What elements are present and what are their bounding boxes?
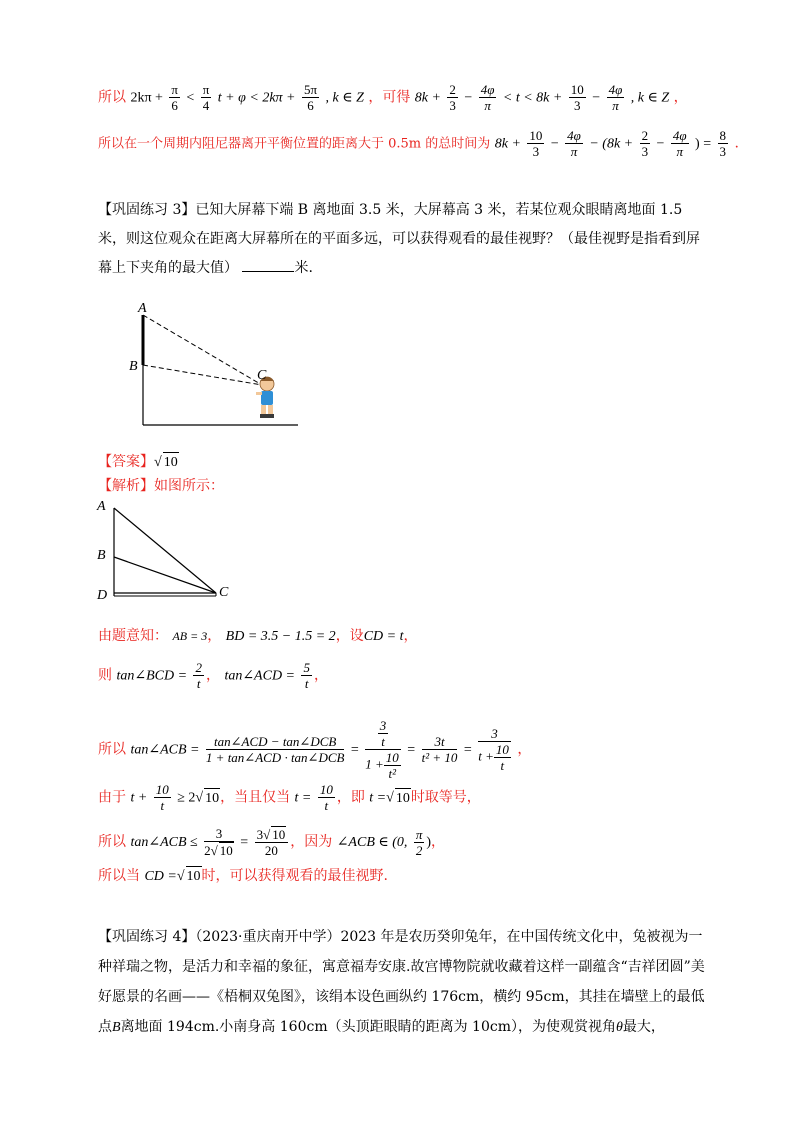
text: 由于: [98, 789, 126, 806]
text: 所以: [98, 741, 126, 758]
sqrt-value: 10: [186, 866, 202, 887]
analysis-header: [98, 476, 224, 496]
math: 2kπ +: [130, 90, 163, 106]
fraction: $\frac{3√ 10}{20}$: [255, 826, 289, 858]
solution-line-2: [98, 128, 739, 159]
text: 所以在一个周期内阻尼器离开平衡位置的距离大于 0.5m 的总时间为: [98, 136, 491, 152]
text: ，: [431, 834, 446, 850]
math: t =: [294, 790, 312, 806]
step-2: [98, 660, 328, 691]
solution-line-1: [98, 82, 688, 113]
answer-tag: 【答案】: [98, 454, 154, 470]
math: θ: [615, 1020, 623, 1035]
fraction: $\frac{2}{t}$: [195, 660, 202, 691]
math: tan∠ACD =: [224, 668, 296, 684]
math: t +: [130, 790, 148, 806]
label-a: A: [138, 301, 147, 316]
fraction: $\frac{2}{3}$: [641, 128, 649, 159]
math: =: [463, 742, 472, 758]
label-b: B: [129, 359, 138, 374]
text: ，即: [336, 789, 365, 806]
math: CD = t: [363, 629, 404, 644]
text: ，因为: [290, 834, 333, 850]
text: 时，可以获得观看的最佳视野.: [201, 868, 388, 884]
math: ): [426, 835, 432, 850]
math: tan∠ACB =: [130, 742, 200, 758]
fraction: $\frac{4\varphi}{\pi}$: [672, 128, 687, 159]
exercise-tag: 【巩固练习 3】: [98, 202, 196, 218]
text: ，: [205, 667, 220, 684]
text: ，设: [335, 628, 364, 644]
step-3: [98, 718, 531, 781]
exercise-text: 最大，: [622, 1019, 665, 1035]
fraction: $\frac{10}{t}$: [319, 782, 333, 813]
fraction: $\frac{4\varphi}{\pi}$: [480, 82, 495, 113]
text: 时取等号，: [410, 789, 481, 806]
answer-line: [98, 452, 179, 473]
math: − (8k +: [589, 136, 634, 152]
step-1: [98, 626, 417, 647]
text: ，: [207, 628, 222, 644]
text: ，: [517, 741, 532, 758]
fraction: $\frac{10}{t}$: [155, 782, 169, 813]
step-5: [98, 826, 445, 858]
math: −: [592, 90, 601, 106]
math: =: [350, 742, 359, 758]
math: −: [550, 136, 559, 152]
text: 所以当: [98, 868, 140, 884]
fraction: $\frac{2}{3}$: [449, 82, 456, 113]
math: tan∠ACB ≤: [130, 835, 198, 850]
exercise-text: 已知大屏幕下端 B 离地面 3.5 米，大屏幕高 3 米，若某位观众眼睛离地面 1.5 米，则这位观众在距离大屏幕所在的平面多远，可以获得观看的最佳视野？（最佳视野是指看到屏幕上下夹角的最大值）: [98, 202, 700, 276]
unit: 米.: [294, 260, 313, 276]
math: ≥ 2: [177, 790, 196, 806]
math: 8k +: [494, 136, 521, 152]
fraction: $\frac{10}{3}$: [529, 128, 543, 159]
answer-value: 10: [163, 452, 179, 473]
math: ∠ACB ∈ (0,: [336, 835, 408, 850]
fraction: $\frac{4\varphi}{\pi}$: [567, 128, 581, 159]
math: , k ∈ Z: [325, 90, 364, 106]
compound-fraction: $\frac{3}{t}$ 1 + $\frac{10}{\text{t²}}$: [365, 718, 399, 781]
sqrt-symbol: √: [154, 455, 162, 470]
math: AB = 3: [172, 629, 208, 643]
label-c: C: [257, 368, 267, 383]
sqrt-value: 10: [395, 788, 411, 809]
text: 所以: [98, 89, 126, 106]
text: 由题意知：: [98, 628, 168, 644]
analysis-intro: 如图所示：: [154, 478, 224, 494]
math: =: [240, 835, 249, 850]
exercise-text: （2023·重庆南开中学）2023 年是农历癸卯兔年，在中国传统文化中，兔被视为一种祥瑞之物，是活力和幸福的象征，寓意福寿安康.故宫博物院就收藏着这样一副蕴含“吉祥团圆”美好愿景的名画——《梧桐双兔图》，该绢本设色画纵约 176cm，横约 95cm，其挂在墙壁上的最低点: [98, 929, 705, 1035]
fraction: $\frac{3}{2√ 10}$: [204, 826, 233, 858]
fraction: $\frac{5}{t}$: [303, 660, 310, 691]
math: BD = 3.5 − 1.5 = 2: [225, 629, 336, 644]
boy-icon: [256, 377, 274, 418]
math: < t < 8k +: [502, 90, 563, 106]
fraction: $\frac{10}{3}$: [570, 82, 584, 113]
exercise-tag: 【巩固练习 4】: [98, 929, 196, 945]
text: ，: [403, 628, 418, 644]
step-4: 由于 t + $\frac{10}{t}$ ≥ 2√ 10，当且仅当 t = $\frac{10}{t}$ ，即 t =√ 10时取等号，: [98, 782, 481, 813]
figure-screen-viewer: [120, 295, 310, 435]
sqrt-value: 10: [204, 788, 220, 809]
fraction: $\frac{8}{3}$: [719, 128, 727, 159]
fraction: $\frac{\pi}{4}$: [202, 82, 210, 113]
math: CD =: [144, 869, 177, 884]
text: ，: [673, 89, 688, 106]
compound-fraction: 3 t + $\frac{10}{t}$: [478, 726, 509, 773]
math: B: [112, 1020, 121, 1035]
text: ，可得: [368, 89, 411, 106]
sight-line-b: [143, 365, 262, 385]
exercise-4: [98, 922, 708, 1043]
math: −: [464, 90, 473, 106]
line-bc: [114, 557, 216, 593]
fraction: $\frac{\pi}{6}$: [171, 82, 178, 113]
label-a: A: [97, 499, 106, 514]
math: −: [656, 136, 665, 152]
text: .: [734, 135, 739, 152]
exercise-text: 离地面 194cm.小南身高 160cm（头顶距眼睛的距离为 10cm），为使观赏视角: [120, 1019, 616, 1035]
fraction: $\frac{\text{tan∠ACD − tan∠DCB}}{\text{1 + tan∠ACD · tan∠DCB}}$: [205, 734, 345, 765]
math: , k ∈ Z: [630, 90, 670, 106]
text: 则: [98, 667, 112, 684]
label-d: D: [97, 588, 108, 603]
line-ac: [114, 508, 216, 593]
math: t =: [369, 790, 387, 806]
fraction: $\frac{\pi}{2}$: [415, 826, 423, 858]
math: ) =: [695, 136, 712, 152]
exercise-3: [98, 196, 708, 283]
math: =: [407, 742, 416, 758]
text: ，: [313, 667, 328, 684]
fraction: $\frac{3t}{\text{t² + 10}}$: [421, 734, 458, 765]
label-c: C: [219, 585, 229, 600]
text: 所以: [98, 834, 126, 850]
fraction: $\frac{4\varphi}{\pi}$: [608, 82, 623, 113]
math: 8k +: [414, 90, 441, 106]
analysis-tag: 【解析】: [98, 478, 154, 494]
text: ，当且仅当: [220, 789, 291, 806]
math: t + φ < 2kπ +: [217, 90, 296, 106]
step-6: 所以当 CD =√ 10时，可以获得观看的最佳视野.: [98, 866, 388, 887]
math: tan∠BCD =: [116, 668, 188, 684]
answer-blank: [242, 257, 294, 272]
math: <: [186, 90, 195, 106]
fraction: $\frac{5\pi}{6}$: [303, 82, 318, 113]
label-b: B: [97, 548, 106, 563]
figure-right-triangle: [92, 496, 242, 608]
